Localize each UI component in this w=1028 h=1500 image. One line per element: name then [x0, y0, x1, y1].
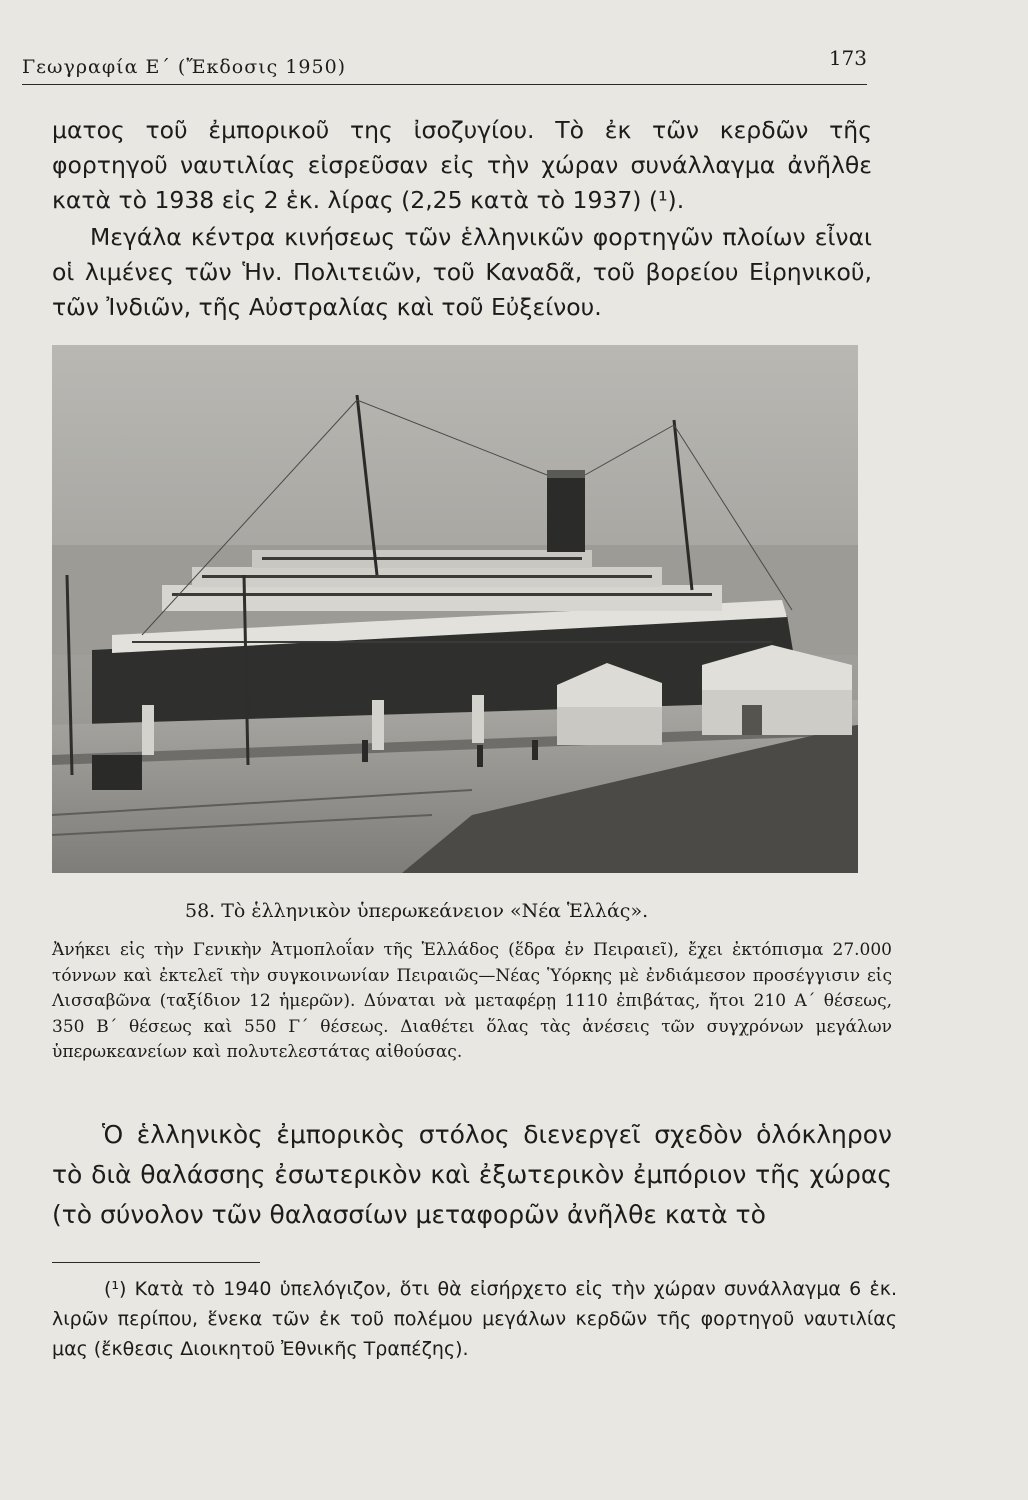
body-paragraph-3: Ὁ ἑλληνικὸς ἐμπορικὸς στόλος διενεργεῖ σχεδὸν ὁλόκληρον τὸ διὰ θαλάσσης ἐσωτερικὸν καὶ ἐξωτερικὸν ἐμπόριον τῆς χώρας (τὸ σύνολον τῶν θαλασσίων μεταφορῶν ἀνῆλθε κατὰ τὸ	[52, 1120, 892, 1229]
footnote: (¹) Κατὰ τὸ 1940 ὑπελόγιζον, ὅτι θὰ εἰσήρχετο εἰς τὴν χώραν συνάλλαγμα 6 ἑκ. λιρῶν περίπου, ἕνεκα τῶν ἐκ τοῦ πολέμου μεγάλων κερδῶν τῆς φορτηγοῦ ναυτιλίας μας (ἔκθεσις Διοικητοῦ Ἐθνικῆς Τραπέζης).	[52, 1278, 897, 1360]
page-number: 173	[828, 46, 867, 70]
page-header	[22, 44, 867, 85]
body-paragraph-1: ματος τοῦ ἐμπορικοῦ της ἰσοζυγίου. Τὸ ἐκ τῶν κερδῶν τῆς φορτηγοῦ ναυτιλίας εἰσρεῦσαν εἰς τὴν χώραν συνάλλαγμα ἀνῆλθε κατὰ τὸ 1938 εἰς 2 ἑκ. λίρας (2,25 κατὰ τὸ 1937) (¹).	[52, 116, 872, 214]
footnote-divider	[52, 1262, 260, 1263]
running-title: Γεωγραφία Ε΄ (Ἔκδοσις 1950)	[22, 56, 347, 78]
figure-caption-title: 58. Τὸ ἑλληνικὸν ὑπερωκεάνειον «Νέα Ἑλλάς».	[185, 900, 649, 922]
ship-photograph	[52, 345, 858, 873]
body-paragraph-2: Μεγάλα κέντρα κινήσεως τῶν ἑλληνικῶν φορτηγῶν πλοίων εἶναι οἱ λιμένες τῶν Ἡν. Πολιτειῶν, τοῦ Καναδᾶ, τοῦ βορείου Εἰρηνικοῦ, τῶν Ἰνδιῶν, τῆς Αὐστραλίας καὶ τοῦ Εὐξείνου.	[52, 223, 872, 321]
figure-caption-text: Ἀνήκει εἰς τὴν Γενικὴν Ἀτμοπλοΐαν τῆς Ἑλλάδος (ἕδρα ἐν Πειραιεῖ), ἔχει ἐκτόπισμα 27.000 τόννων καὶ ἐκτελεῖ τὴν συγκοινωνίαν Πειραιῶς—Νέας Ὑόρκης μὲ ἐνδιάμεσον προσέγγισιν εἰς Λισσαβῶνα (ταξίδιον 12 ἡμερῶν). Δύναται νὰ μεταφέρῃ 1110 ἐπιβάτας, ἤτοι 210 Α΄ θέσεως, 350 Β΄ θέσεως καὶ 550 Γ΄ θέσεως. Διαθέτει ὅλας τὰς ἀνέσεις τῶν συγχρόνων μεγάλων ὑπερωκεανείων καὶ πολυτελεστάτας αἰθούσας.	[52, 940, 892, 1062]
